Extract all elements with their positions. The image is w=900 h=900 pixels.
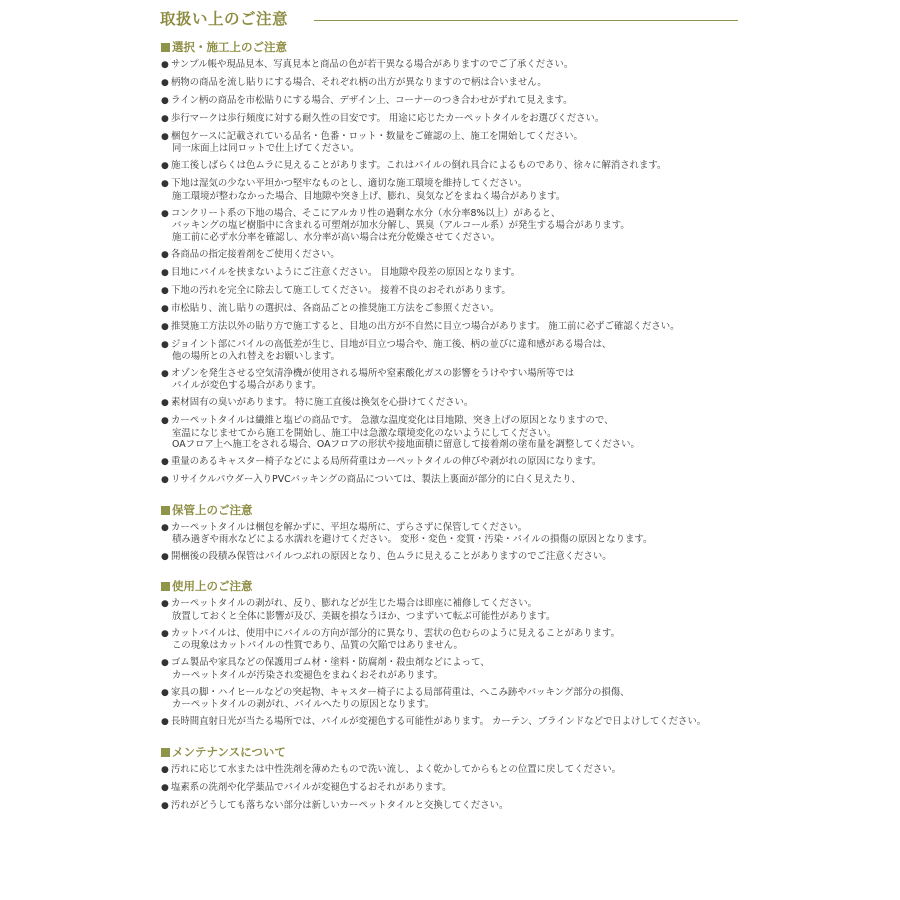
notice-line [161,249,741,261]
circle-bullet-icon: ● [161,522,169,533]
notice-text: カーペットタイルが汚染され変褪色をまねくおそれがあります。 [172,669,443,681]
notice-item [161,368,741,392]
notice-line [161,285,741,297]
notice-line [161,782,741,794]
section-heading-text: 保管上のご注意 [172,502,253,517]
notice-text: 施工後しばらくは色ムラに見えることがあります。これはパイルの倒れ具合によるものであり、徐々に解消されます。 [171,160,667,172]
section [161,743,741,812]
notice-line-continued [161,232,741,243]
notice-item [161,178,741,202]
notice-item [161,782,741,794]
notice-item [161,95,741,107]
notice-line [161,474,741,486]
notice-text: 施工環境が整わなかった場合、目地隙や突き上げ、膨れ、臭気などをまねく場合があります。 [172,190,566,202]
circle-bullet-icon: ● [161,179,169,190]
notice-item [161,59,741,71]
notice-text: 歩行マークは歩行頻度に対する耐久性の目安です。 用途に応じたカーペットタイルをお選びください。 [171,113,605,124]
notice-text: リサイクルパウダー入りPVCバッキングの商品については、製法上裏面が部分的に白く見えたり、 [171,474,581,486]
notice-item [161,716,741,728]
circle-bullet-icon: ● [161,249,169,260]
notice-line [161,522,741,534]
notice-item [161,77,741,89]
notice-line [161,456,741,468]
notice-line [161,368,741,380]
section-heading-text: 選択・施工上のご注意 [172,40,287,54]
notice-text: OAフロア上へ施工をされる場合、OAフロアの形状や接地面積に留意して接着剤の塗布量を調整してください。 [172,439,640,451]
notice-item [161,339,741,363]
notice-line [161,77,741,89]
notice-line [161,598,741,610]
circle-bullet-icon: ● [161,208,169,219]
section-heading-text: 使用上のご注意 [172,579,253,594]
notice-text: 汚れに応じて水または中性洗剤を薄めたもので洗い流し、よく乾かしてからもとの位置に戻してください。 [171,763,622,775]
notice-text: コンクリート系の下地の場合、そこにアルカリ性の過剰な水分（水分率8%以上）があると、 [171,207,561,219]
notice-text: サンプル帳や現品見本、写真見本と商品の色が若干異なる場合がありますのでご了承ください。 [171,59,574,70]
notice-line-continued [161,428,741,439]
notice-text: 積み過ぎや雨水などによる水濡れを避けてください。 変形・変色・変質・汚染・パイルの損傷の原因となります。 [172,534,653,546]
circle-bullet-icon: ● [161,475,169,486]
notice-item [161,113,741,125]
notice-text: カーペットタイルの剥がれ、パイルへたりの原因となります。 [172,699,435,711]
square-bullet-icon [161,506,170,515]
notice-line [161,339,741,351]
notice-line-continued [161,611,741,622]
notice-line [161,303,741,315]
notice-line [161,800,741,812]
notice-list [161,522,741,564]
circle-bullet-icon: ● [161,161,169,172]
notice-line [161,687,741,699]
circle-bullet-icon: ● [161,132,169,142]
notice-line-continued [161,191,741,202]
section [161,38,741,487]
notice-item [161,522,741,546]
notice-text: 施工前に必ず水分率を確認し、水分率が高い場合は充分乾燥させてください。 [172,231,501,243]
notice-text: 開梱後の段積み保管はパイルつぶれの原因となり、色ムラに見えることがありますのでご注意ください。 [171,551,612,563]
notice-item [161,598,741,622]
circle-bullet-icon: ● [161,764,169,775]
circle-bullet-icon: ● [161,60,169,70]
section-heading [161,501,741,520]
circle-bullet-icon: ● [161,800,169,811]
notice-item [161,267,741,279]
notice-item [161,551,741,563]
notice-list [161,598,741,728]
notice-text: 目地にパイルを挟まないようにご注意ください。 目地隙や段差の原因となります。 [171,266,521,278]
circle-bullet-icon: ● [161,339,169,350]
section-heading [161,577,741,596]
notice-list [161,59,741,487]
notice-text: 下地は湿気の少ない平坦かつ堅牢なものとし、適切な施工環境を維持してください。 [171,178,528,190]
notice-line [161,551,741,563]
square-bullet-icon [161,582,170,591]
section-heading-text: メンテナンスについて [172,744,286,759]
notice-text: 市松貼り、流し貼りの選択は、各商品ごとの推奨施工方法をご参照ください。 [171,302,500,314]
notice-text: 放置しておくと全体に影響が及び、美観を損なうほか、つまずいて転ぶ可能性があります。 [172,610,556,622]
notice-line [161,657,741,669]
notice-line [161,267,741,279]
notice-text: 長時間直射日光が当たる場所では、パイルが変褪色する可能性があります。 カーテン、ブラインドなどで日よけしてください。 [171,716,707,728]
notice-item [161,321,741,333]
notice-item [161,303,741,315]
notice-line-continued [161,534,741,545]
circle-bullet-icon: ● [161,457,169,468]
circle-bullet-icon: ● [161,687,169,698]
notice-line-continued [161,439,741,450]
notice-text: 下地の汚れを完全に除去して施工してください。 接着不良のおそれがあります。 [171,284,511,296]
notice-text: 柄物の商品を流し貼りにする場合、それぞれ柄の出方が異なりますので柄は合いません。 [171,77,547,88]
notice-item [161,657,741,681]
notice-text: パイルが変色する場合があります。 [172,380,322,392]
notice-text: 梱包ケースに記載されている品名・色番・ロット・数量をご確認の上、施工を開始してください。 [171,131,583,142]
notice-item [161,160,741,172]
notice-line [161,764,741,776]
notice-text: バッキングの塩ビ樹脂中に含まれる可塑剤が加水分解し、異臭（アルコール系）が発生する場合があります。 [172,220,630,232]
notice-text: 家具の脚・ハイヒールなどの突起物、キャスター椅子による局部荷重は、へこみ跡やバッキング部分の損傷、 [171,686,630,698]
circle-bullet-icon: ● [161,303,169,314]
circle-bullet-icon: ● [161,717,169,728]
notice-item [161,800,741,812]
notice-item [161,208,741,243]
notice-line-continued [161,640,741,651]
notice-item [161,285,741,297]
notice-text: カットパイルは、使用中にパイルの方向が部分的に異なり、雲状の色むらのように見えることがあります。 [171,627,620,639]
notice-text: この現象はカットパイルの性質であり、品質の欠陥ではありません。 [172,640,463,652]
notice-item [161,249,741,261]
notice-text: ゴム製品や家具などの保護用ゴム材・塗料・防腐剤・殺虫剤などによって、 [171,657,490,669]
notice-text: 他の場所との入れ替えをお願いします。 [172,351,341,363]
notice-text: ジョイント部にパイルの高低差が生じ、目地が目立つ場合や、施工後、柄の並びに違和感がある場合は、 [171,338,612,350]
circle-bullet-icon: ● [161,658,169,669]
notice-item [161,415,741,450]
section-heading [161,743,741,762]
notice-line-continued [161,699,741,710]
circle-bullet-icon: ● [161,267,169,278]
notice-content [161,38,741,812]
title-divider [314,20,738,21]
notice-line [161,95,741,107]
circle-bullet-icon: ● [161,96,169,106]
notice-line-continued [161,220,741,231]
circle-bullet-icon: ● [161,416,169,427]
circle-bullet-icon: ● [161,285,169,296]
section-heading [161,38,741,57]
circle-bullet-icon: ● [161,628,169,639]
circle-bullet-icon: ● [161,321,169,332]
notice-line [161,113,741,125]
notice-text: 重量のあるキャスター椅子などによる局所荷重はカーペットタイルの伸びや剥がれの原因になります。 [171,456,602,468]
notice-text: 室温になじませてから施工を開始し、施工中は急激な環境変化のないようにしてください。 [172,427,557,439]
notice-text: 同一床面上は同ロットで仕上げてください。 [172,143,360,155]
notice-item [161,131,741,155]
notice-line [161,208,741,220]
section [161,501,741,564]
page-title: 取扱い上のご注意 [160,10,289,28]
notice-line [161,716,741,728]
notice-line-continued [161,380,741,391]
notice-line-continued [161,351,741,362]
circle-bullet-icon: ● [161,398,169,409]
notice-line [161,415,741,427]
notice-line [161,131,741,143]
notice-line [161,59,741,71]
notice-text: 推奨施工方法以外の貼り方で施工すると、目地の出方が不自然に目立つ場合があります。 施工前に必ずご確認ください。 [171,320,680,332]
notice-item [161,687,741,711]
notice-line [161,160,741,172]
notice-item [161,456,741,468]
notice-text: 塩素系の洗剤や化学薬品でパイルが変褪色するおそれがあります。 [171,781,452,793]
notice-list [161,764,741,812]
notice-line [161,397,741,409]
circle-bullet-icon: ● [161,782,169,793]
notice-text: カーペットタイルは梱包を解かずに、平坦な場所に、ずらさずに保管してください。 [171,521,528,533]
square-bullet-icon [161,748,170,757]
notice-item [161,397,741,409]
circle-bullet-icon: ● [161,599,169,610]
notice-line [161,321,741,333]
circle-bullet-icon: ● [161,78,169,88]
notice-line-continued [161,143,741,154]
notice-text: オゾンを発生させる空気清浄機が使用される場所や窒素酸化ガスの影響をうけやすい場所等では [171,368,575,380]
notice-line [161,628,741,640]
notice-item [161,764,741,776]
notice-item [161,474,741,486]
circle-bullet-icon: ● [161,552,169,563]
notice-text: カーペットタイルは繊維と塩ビの商品です。 急激な温度変化は目地隙、突き上げの原因となりますので、 [171,415,614,427]
square-bullet-icon [161,43,170,52]
notice-text: カーペットタイルの剥がれ、反り、膨れなどが生じた場合は即座に補修してください。 [171,598,538,610]
notice-text: ライン柄の商品を市松貼りにする場合、デザイン上、コーナーのつき合わせがずれて見えます。 [171,95,573,106]
notice-text: 汚れがどうしても落ちない部分は新しいカーペットタイルと交換してください。 [171,799,509,811]
notice-item [161,628,741,652]
notice-line [161,178,741,190]
circle-bullet-icon: ● [161,369,169,380]
page-header [160,7,738,33]
circle-bullet-icon: ● [161,114,169,124]
notice-line-continued [161,670,741,681]
notice-text: 素材固有の臭いがあります。 特に施工直後は換気を心掛けてください。 [171,397,474,409]
section [161,577,741,728]
notice-text: 各商品の指定接着剤をご使用ください。 [171,248,340,260]
